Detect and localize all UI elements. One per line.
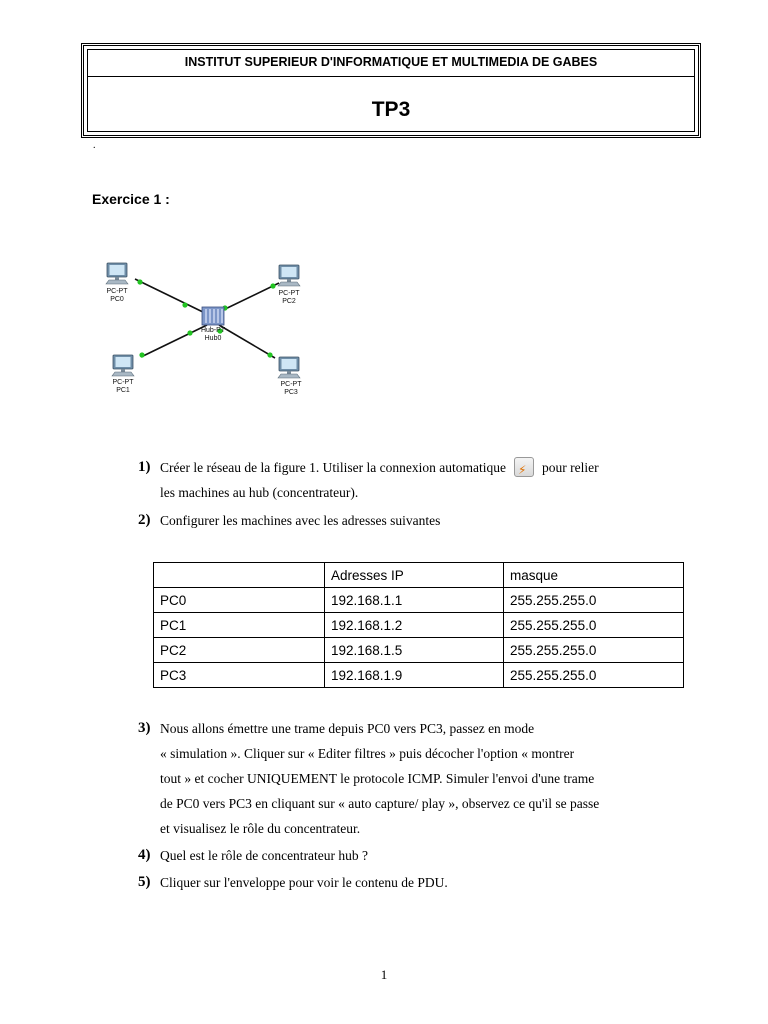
link-pc3-hub (219, 325, 275, 358)
question-text: Quel est le rôle de concentrateur hub ? (160, 848, 369, 863)
pc1-type-label: PC-PT (112, 379, 134, 386)
table-row (154, 613, 684, 638)
hub-name-label: Hub0 (204, 335, 222, 342)
question-number: 4) (138, 847, 151, 863)
table-cell: 192.168.1.1 (325, 588, 504, 613)
table-cell: 255.255.255.0 (504, 613, 684, 638)
table-header-cell: Adresses IP (325, 563, 504, 588)
table-cell: 192.168.1.2 (325, 613, 504, 638)
table-cell: 255.255.255.0 (504, 638, 684, 663)
page-number: 1 (380, 967, 388, 982)
table-row (154, 638, 684, 663)
table-header-cell: masque (504, 563, 684, 588)
table-cell: 192.168.1.5 (325, 638, 504, 663)
exercise-title: Exercice 1 : (92, 191, 170, 207)
table-cell: 192.168.1.9 (325, 663, 504, 688)
table-cell: PC2 (154, 638, 325, 663)
pc3-type-label: PC-PT (280, 381, 302, 388)
table-cell: PC3 (154, 663, 325, 688)
pc2-name-label: PC2 (282, 298, 296, 305)
hub-icon (202, 307, 224, 325)
lightning-icon (514, 457, 534, 477)
pc1-name-label: PC1 (116, 387, 130, 394)
table-cell: PC0 (154, 588, 325, 613)
table-header-row (154, 563, 684, 588)
pc2-type-label: PC-PT (278, 290, 300, 297)
stray-dot: . (93, 140, 96, 151)
table-cell: PC1 (154, 613, 325, 638)
hub-type-label: Hub-PT (200, 327, 226, 334)
network-figure (95, 255, 325, 405)
question-text: Configurer les machines avec les adresses suivantes (160, 513, 441, 528)
link-pc0-hub (135, 279, 207, 314)
pc0-icon (106, 263, 128, 284)
pc3-icon (278, 357, 300, 378)
table-row (154, 663, 684, 688)
question-number: 5) (138, 874, 151, 890)
question-number: 1) (138, 459, 151, 475)
address-table (153, 562, 684, 688)
table-row (154, 588, 684, 613)
question-number: 2) (138, 512, 151, 528)
header-box (81, 43, 701, 138)
table-cell: 255.255.255.0 (504, 663, 684, 688)
header-inner (87, 49, 695, 132)
link-pc1-hub (141, 325, 207, 357)
pc2-icon (278, 265, 300, 286)
table-cell: 255.255.255.0 (504, 588, 684, 613)
pc1-icon (112, 355, 134, 376)
page-title: TP3 (371, 98, 411, 121)
question-text: Cliquer sur l'enveloppe pour voir le contenu de PDU. (160, 875, 448, 890)
link-pc2-hub (219, 283, 279, 312)
network-diagram (95, 255, 325, 405)
question-text: Créer le réseau de la figure 1. Utiliser la connexion automatique⚡ pour relier les machines au hub (concentrateur). (160, 455, 680, 505)
question-number: 3) (138, 720, 151, 736)
pc0-name-label: PC0 (110, 296, 124, 303)
pc0-type-label: PC-PT (106, 288, 128, 295)
table-header-cell (154, 563, 325, 588)
pc3-name-label: PC3 (284, 389, 298, 396)
question-text: Nous allons émettre une trame depuis PC0 vers PC3, passez en mode « simulation ». Cliquer sur « Editer filtres » puis décocher l'option « montrer tout » et cocher UNIQUEMENT le protocole ICMP. Simuler l'envoi d'une trame de PC0 vers PC3 en cliquant sur « auto capture/ play », observez ce qu'il se passe et visualisez le rôle du concentrateur. (160, 721, 600, 836)
institute-name: INSTITUT SUPERIEUR D'INFORMATIQUE ET MULTIMEDIA DE GABES (88, 50, 694, 77)
